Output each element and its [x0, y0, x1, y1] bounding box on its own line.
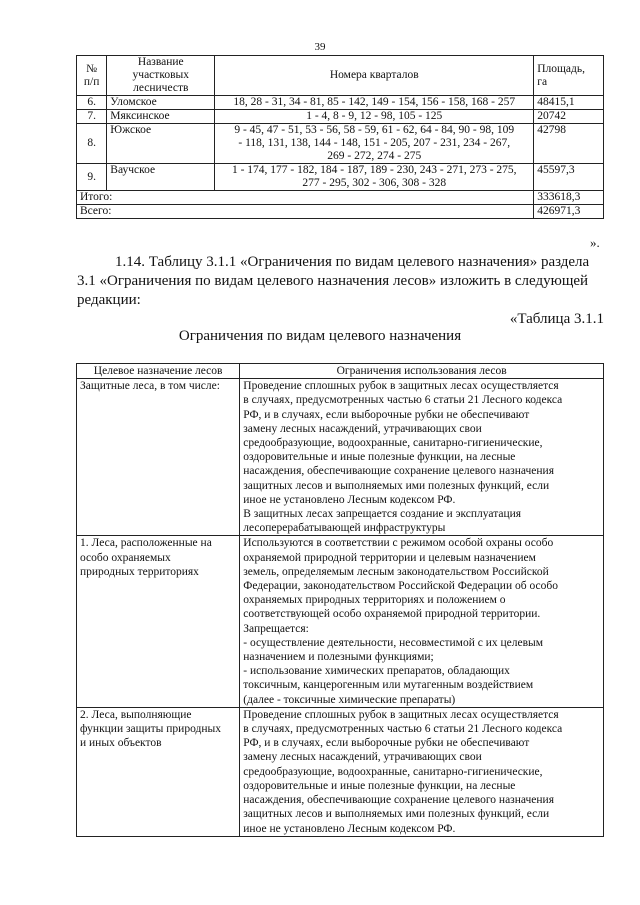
row-quarters — [215, 110, 534, 124]
restriction-line: замену лесных насаждений, утрачивающих свои — [243, 751, 482, 764]
header-name-line: участковых — [132, 69, 189, 81]
header-purpose: Целевое назначение лесов — [77, 364, 240, 379]
restriction-line: Используются в соответствии с режимом особой охраны особо — [243, 537, 554, 550]
table1-header-row — [77, 56, 604, 96]
quarters-line: 277 - 295, 302 - 306, 308 - 328 — [302, 177, 447, 189]
header-area-line: га — [537, 75, 548, 88]
table-row — [77, 110, 604, 124]
restriction-line: (далее - токсичные химические препараты) — [243, 693, 456, 706]
total-label: Итого: — [77, 191, 534, 205]
row-quarters — [215, 96, 534, 110]
row-num: 7. — [77, 110, 107, 124]
quarters-line: 1 - 174, 177 - 182, 184 - 187, 189 - 230, 243 - 271, 273 - 275, — [231, 164, 517, 176]
restrictions-cell — [240, 536, 604, 707]
restriction-line: оздоровительные и иные полезные функции, на лесные — [243, 451, 516, 464]
purpose-cell — [77, 707, 240, 836]
restriction-line: земель, определяемым лесным законодательством Российской — [243, 565, 549, 578]
header-num-line: п/п — [83, 75, 100, 88]
total-row — [77, 191, 604, 205]
restriction-line: оздоровительные и иные полезные функции, на лесные — [243, 779, 516, 792]
restriction-line: защитных лесов и выполняемых ими полезных функций, если — [243, 479, 550, 492]
restriction-line: иное не установлено Лесным кодексом РФ. — [243, 493, 456, 506]
quarters-line: 18, 28 - 31, 34 - 81, 85 - 142, 149 - 154, 156 - 158, 168 - 257 — [233, 96, 516, 108]
page-number: 39 — [314, 41, 326, 53]
restriction-line: средообразующие, водоохранные, санитарно-гигиенические, — [243, 765, 543, 778]
table-row — [77, 96, 604, 110]
restriction-line: иное не установлено Лесным кодексом РФ. — [243, 822, 456, 835]
header-quarters: Номера кварталов — [215, 56, 534, 96]
quarters-line: 269 - 272, 274 - 275 — [327, 150, 422, 162]
purpose-line: и иных объектов — [80, 737, 162, 750]
restriction-line: - осуществление деятельности, несовместимой с их целевым — [243, 636, 544, 649]
row-num: 9. — [77, 164, 107, 191]
restriction-line: средообразующие, водоохранные, санитарно-гигиенические, — [243, 437, 543, 450]
restriction-line: охраняемых природных территориях и положением о — [243, 594, 506, 607]
table-row — [77, 164, 604, 191]
purpose-line: 2. Леса, выполняющие — [80, 708, 192, 721]
restriction-line: в случаях, предусмотренных частью 6 статьи 21 Лесного кодекса — [243, 394, 563, 407]
restriction-line: соответствующей особо охраняемой природной территории. — [243, 608, 541, 621]
row-name: Ваучское — [107, 164, 215, 191]
header-name-line: лесничеств — [133, 82, 189, 94]
restriction-line: Запрещается: — [243, 622, 309, 635]
header-restrictions: Ограничения использования лесов — [240, 364, 604, 379]
row-name: Мяксинское — [107, 110, 215, 124]
restriction-line: насаждения, обеспечивающие сохранение целевого назначения — [243, 465, 555, 478]
row-quarters — [215, 164, 534, 191]
row-name: Южское — [107, 124, 215, 164]
header-area-line: Площадь, — [537, 62, 585, 75]
row-num: 8. — [77, 124, 107, 164]
row-area: 20742 — [534, 110, 604, 124]
total-value: 333618,3 — [534, 191, 604, 205]
table-label: «Таблица 3.1.1 — [509, 311, 604, 327]
table-row — [77, 124, 604, 164]
restriction-line: насаждения, обеспечивающие сохранение целевого назначения — [243, 794, 555, 807]
row-area: 42798 — [534, 124, 604, 164]
purpose-cell — [77, 379, 240, 536]
restrictions-cell — [240, 707, 604, 836]
header-name — [107, 56, 215, 96]
amendment-paragraph — [77, 253, 602, 310]
restrictions-cell — [240, 379, 604, 536]
purpose-line: природных территориях — [80, 565, 199, 578]
quarters-line: 9 - 45, 47 - 51, 53 - 56, 58 - 59, 61 - 62, 64 - 84, 90 - 98, 109 — [234, 124, 515, 136]
paragraph-line: 3.1 «Ограничения по видам целевого назначения лесов» изложить в следующей — [77, 273, 589, 289]
header-area — [534, 56, 604, 96]
header-num — [77, 56, 107, 96]
restriction-line: - использование химических препаратов, обладающих — [243, 665, 510, 678]
row-area: 48415,1 — [534, 96, 604, 110]
restriction-line: В защитных лесах запрещается создание и эксплуатация — [243, 508, 522, 521]
restriction-line: назначением и полезными функциями; — [243, 651, 434, 664]
row-quarters — [215, 124, 534, 164]
restriction-line: Федерации, законодательством Российской Федерации об особо — [243, 580, 558, 593]
purpose-cell — [77, 536, 240, 707]
purpose-line: Защитные леса, в том числе: — [80, 380, 220, 393]
table-row — [77, 707, 604, 836]
purpose-line: 1. Леса, расположенные на — [80, 537, 212, 550]
restriction-line: замену лесных насаждений, утрачивающих свои — [243, 422, 482, 435]
restriction-line: РФ, и в случаях, если выборочные рубки не обеспечивают — [243, 737, 530, 750]
restriction-line: Проведение сплошных рубок в защитных лесах осуществляется — [243, 380, 559, 393]
header-num-line: № — [86, 62, 98, 75]
paragraph-line: 1.14. Таблицу 3.1.1 «Ограничения по видам целевого назначения» раздела — [115, 254, 590, 270]
purpose-line: функции защиты природных — [80, 723, 221, 736]
paragraph-line: редакции: — [77, 292, 141, 308]
quarters-line: 1 - 4, 8 - 9, 12 - 98, 105 - 125 — [306, 110, 443, 122]
row-num: 6. — [77, 96, 107, 110]
purpose-line: особо охраняемых — [80, 551, 171, 564]
restriction-line: лесоперерабатывающей инфраструктуры — [243, 522, 446, 535]
quote-end-mark: ». — [590, 235, 600, 250]
grand-total-value: 426971,3 — [534, 205, 604, 219]
restriction-line: РФ, и в случаях, если выборочные рубки не обеспечивают — [243, 408, 530, 421]
restrictions-table — [76, 363, 604, 837]
quarters-line: - 118, 131, 138, 144 - 148, 151 - 205, 207 - 231, 234 - 267, — [238, 137, 511, 149]
table-title: Ограничения по видам целевого назначения — [178, 328, 462, 344]
grand-total-label: Всего: — [77, 205, 534, 219]
table-row — [77, 536, 604, 707]
restriction-line: защитных лесов и выполняемых ими полезных функций, если — [243, 808, 550, 821]
restriction-line: в случаях, предусмотренных частью 6 статьи 21 Лесного кодекса — [243, 723, 563, 736]
restriction-line: Проведение сплошных рубок в защитных лесах осуществляется — [243, 708, 559, 721]
header-name-line: Название — [137, 56, 184, 68]
restriction-line: охраняемой природной территории и целевым назначением — [243, 551, 536, 564]
grand-total-row — [77, 205, 604, 219]
restriction-line: токсичным, канцерогенным или мутагенным воздействием — [243, 679, 534, 692]
table-row — [77, 379, 604, 536]
row-name: Уломское — [107, 96, 215, 110]
forestry-districts-table — [76, 55, 604, 219]
row-area: 45597,3 — [534, 164, 604, 191]
table2-header-row — [77, 364, 604, 379]
